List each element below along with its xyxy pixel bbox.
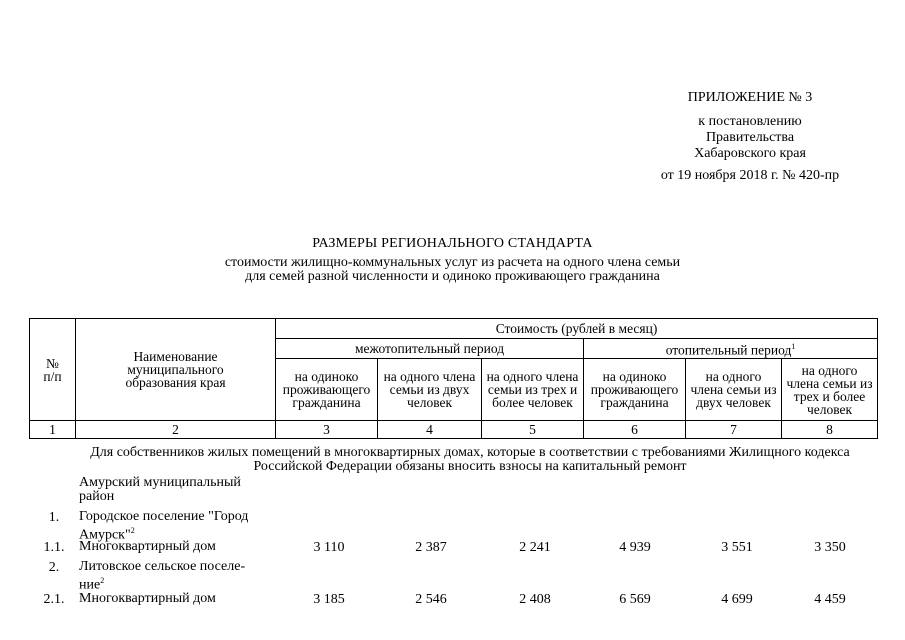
value-cell: 2 387 <box>415 540 447 555</box>
appendix-line2: Правительства <box>705 130 795 145</box>
value-cell: 2 241 <box>519 540 551 555</box>
header-col-two-heat: на одного члена семьи из двух человек <box>686 359 782 421</box>
value-cell: 3 185 <box>313 592 345 607</box>
column-number: 7 <box>686 421 782 439</box>
row-name: Литовское сельское поселе- ние$^2$ <box>79 559 246 593</box>
footnote-mark: 2 <box>100 576 105 585</box>
row-name: Амурский муниципальный район <box>79 475 241 504</box>
header-name: Наименование муниципального образования края <box>76 319 276 421</box>
value-cell: 4 939 <box>619 540 651 555</box>
header-table <box>29 318 878 439</box>
document-title: РАЗМЕРЫ РЕГИОНАЛЬНОГО СТАНДАРТА <box>312 236 593 251</box>
table-row <box>29 540 877 560</box>
column-number: 6 <box>584 421 686 439</box>
row-name: Городское поселение "Город Амурск"$^2$ <box>79 509 249 543</box>
header-col-three-off: на одного члена семьи из трех и более человек <box>482 359 584 421</box>
row-num: 1.1. <box>43 540 65 555</box>
value-cell: 3 110 <box>313 540 345 555</box>
document-subtitle <box>0 256 905 284</box>
section-note: Для собственников жилых помещений в многоквартирных домах, которые в соответствии с требованиями Жилищного кодекса Российской Федерации обязаны вносить взносы на капитальный ремонт <box>90 445 850 474</box>
footnote-mark: 1 <box>791 342 796 352</box>
column-number: 2 <box>76 421 276 439</box>
subtitle-line-2: для семей разной численности и одиноко проживающего гражданина <box>245 269 660 284</box>
table-row <box>29 509 877 543</box>
value-cell: 4 699 <box>721 592 753 607</box>
column-number: 1 <box>30 421 76 439</box>
row-name: Многоквартирный дом <box>79 591 216 606</box>
header-col-three-heat: на одного члена семьи из трех и более человек <box>782 359 878 421</box>
table-row <box>29 559 877 593</box>
appendix-number: ПРИЛОЖЕНИЕ № 3 <box>687 90 813 105</box>
appendix-line3: Хабаровского края <box>694 146 806 161</box>
header-col-single-heat: на одиноко проживающего гражданина <box>584 359 686 421</box>
row-num: 1. <box>48 510 60 525</box>
column-number: 8 <box>782 421 878 439</box>
value-cell: 3 350 <box>814 540 846 555</box>
appendix-line4: от 19 ноября 2018 г. № 420-пр <box>660 168 840 183</box>
column-number: 3 <box>276 421 378 439</box>
subtitle-line-1: стоимости жилищно-коммунальных услуг из расчета на одного члена семьи <box>224 255 681 270</box>
value-cell: 4 459 <box>814 592 846 607</box>
header-col-two-off: на одного члена семьи из двух человек <box>378 359 482 421</box>
header-cost: Стоимость (рублей в месяц) <box>276 319 878 339</box>
column-number: 4 <box>378 421 482 439</box>
appendix-line1: к постановлению <box>698 114 802 129</box>
value-cell: 3 551 <box>721 540 753 555</box>
value-cell: 2 546 <box>415 592 447 607</box>
row-num: 2. <box>48 560 60 575</box>
appendix-block <box>600 90 900 184</box>
header-period-off: межотопительный период <box>276 339 584 359</box>
value-cell: 2 408 <box>519 592 551 607</box>
table-row <box>29 476 877 506</box>
row-name: Многоквартирный дом <box>79 539 216 554</box>
header-period-heat: отопительный период$^1$ <box>584 339 878 359</box>
value-cell: 6 569 <box>619 592 651 607</box>
footnote-mark: 2 <box>130 526 135 535</box>
row-num: 2.1. <box>43 592 65 607</box>
table-row <box>29 592 877 612</box>
column-number: 5 <box>482 421 584 439</box>
header-col-single-off: на одиноко проживающего гражданина <box>276 359 378 421</box>
header-num: № п/п <box>30 319 76 421</box>
